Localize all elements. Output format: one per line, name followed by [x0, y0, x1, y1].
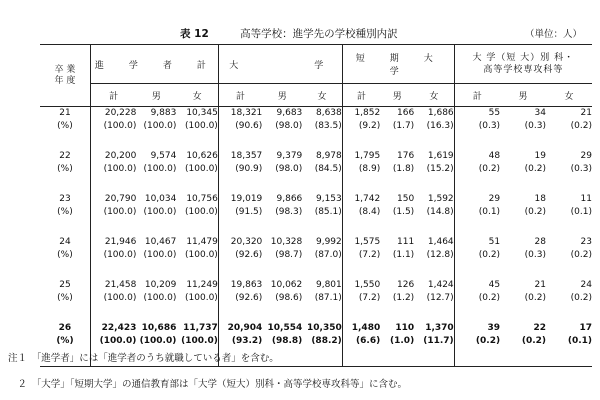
- percent-value: (8.9): [358, 164, 381, 174]
- percent-value: (8.4): [358, 207, 381, 217]
- count-value: 55: [488, 108, 501, 118]
- group-header-total: 進 学 者 計: [90, 45, 218, 84]
- percent-value: (12.8): [426, 250, 454, 260]
- percent-value: (87.0): [314, 250, 342, 260]
- count-value: 28: [534, 237, 546, 247]
- data-cell: [380, 150, 414, 193]
- count-value: 1,686: [427, 108, 454, 118]
- percent-value: (1.0): [390, 336, 415, 346]
- count-value: 1,795: [354, 151, 381, 161]
- sub-header-male: 男: [380, 84, 414, 107]
- data-cell: [342, 150, 380, 193]
- percent-value: (91.5): [235, 207, 263, 217]
- data-cell: [262, 150, 302, 193]
- table-row: [40, 236, 592, 279]
- count-value: 45: [488, 280, 501, 290]
- data-cell: [500, 279, 546, 322]
- percent-value: (84.5): [314, 164, 342, 174]
- percent-value: (1.1): [392, 250, 415, 260]
- percent-value: (0.2): [570, 250, 592, 260]
- count-value: 166: [397, 108, 415, 118]
- count-value: 1,619: [427, 151, 454, 161]
- data-cell: [302, 279, 342, 322]
- percent-value: (100.0): [103, 250, 137, 260]
- percent-value: (12.7): [426, 293, 454, 303]
- data-cell: [546, 193, 592, 236]
- sub-header-male: 男: [136, 84, 176, 107]
- percent-value: (9.2): [358, 121, 381, 131]
- table-row: [40, 279, 592, 322]
- data-cell: [342, 193, 380, 236]
- percent-value: (0.2): [478, 164, 501, 174]
- data-cell: [500, 322, 546, 367]
- count-value: 22,423: [101, 323, 137, 333]
- destination-table: [40, 44, 592, 367]
- percent-value: (15.2): [426, 164, 454, 174]
- data-cell: [262, 236, 302, 279]
- count-value: 18,321: [230, 108, 263, 118]
- count-value: 20,200: [104, 151, 137, 161]
- count-value: 10,350: [307, 323, 342, 333]
- percent-value: (0.1): [567, 336, 592, 346]
- group-header-junior-college: 短 期 大 学: [342, 45, 454, 84]
- count-value: 20,904: [227, 323, 263, 333]
- data-cell: [262, 193, 302, 236]
- group-header-university: 大 学: [218, 45, 342, 84]
- data-cell: [262, 279, 302, 322]
- percent-value: (100.0): [143, 164, 177, 174]
- data-cell: [454, 193, 500, 236]
- note-2: ２ 「大学」「短期大学」の通信教育部は「大学（短大）別科・高等学校専攻科等」に含む。: [8, 379, 408, 390]
- table-body: [40, 107, 592, 367]
- data-cell: [90, 150, 136, 193]
- table-row: [40, 193, 592, 236]
- count-value: 23: [580, 237, 592, 247]
- count-value: 39: [487, 323, 501, 333]
- count-value: 9,379: [276, 151, 303, 161]
- percent-value: (100.0): [185, 250, 218, 260]
- data-cell: [302, 236, 342, 279]
- count-value: 10,345: [186, 108, 218, 118]
- data-cell: [546, 107, 592, 151]
- count-value: 20,228: [104, 108, 137, 118]
- percent-value: (100.0): [139, 336, 177, 346]
- percent-label: (%): [57, 121, 73, 131]
- percent-value: (0.2): [570, 121, 592, 131]
- percent-value: (1.2): [392, 293, 415, 303]
- data-cell: [500, 150, 546, 193]
- data-cell: [454, 107, 500, 151]
- count-value: 1,852: [354, 108, 381, 118]
- count-value: 51: [488, 237, 501, 247]
- data-cell: [454, 279, 500, 322]
- data-cell: [414, 150, 454, 193]
- data-cell: [380, 193, 414, 236]
- count-value: 10,686: [141, 323, 177, 333]
- data-cell: [380, 236, 414, 279]
- percent-value: (100.0): [103, 293, 137, 303]
- percent-value: (0.2): [478, 293, 501, 303]
- count-value: 18: [534, 194, 546, 204]
- percent-value: (1.5): [392, 207, 415, 217]
- table-row: [40, 107, 592, 151]
- percent-value: (85.1): [314, 207, 342, 217]
- data-cell: [342, 279, 380, 322]
- percent-value: (100.0): [103, 164, 137, 174]
- data-cell: [218, 279, 262, 322]
- data-cell: [176, 150, 218, 193]
- percent-value: (14.8): [426, 207, 454, 217]
- data-cell: [546, 279, 592, 322]
- count-value: 17: [579, 323, 592, 333]
- count-value: 9,992: [315, 237, 342, 247]
- data-cell: [380, 322, 414, 367]
- count-value: 10,467: [144, 237, 177, 247]
- percent-value: (98.3): [275, 207, 303, 217]
- count-value: 9,883: [150, 108, 177, 118]
- sub-header-female: 女: [414, 84, 454, 107]
- percent-value: (88.2): [311, 336, 342, 346]
- count-value: 9,153: [315, 194, 342, 204]
- count-value: 1,550: [354, 280, 381, 290]
- data-cell: [500, 193, 546, 236]
- year-value: 22: [59, 151, 71, 161]
- data-cell: [90, 236, 136, 279]
- year-cell: [40, 107, 90, 151]
- sub-header-male: 男: [262, 84, 302, 107]
- count-value: 10,209: [144, 280, 177, 290]
- percent-label: (%): [56, 336, 74, 346]
- data-cell: [218, 236, 262, 279]
- percent-value: (100.0): [103, 207, 137, 217]
- data-cell: [342, 236, 380, 279]
- data-cell: [414, 107, 454, 151]
- percent-value: (98.6): [275, 293, 303, 303]
- data-cell: [414, 236, 454, 279]
- year-cell: [40, 279, 90, 322]
- count-value: 176: [397, 151, 415, 161]
- count-value: 10,062: [270, 280, 303, 290]
- count-value: 19: [534, 151, 546, 161]
- count-value: 9,866: [276, 194, 303, 204]
- percent-value: (100.0): [185, 207, 218, 217]
- percent-value: (0.2): [524, 293, 546, 303]
- percent-value: (6.6): [356, 336, 381, 346]
- percent-label: (%): [57, 207, 73, 217]
- percent-value: (100.0): [99, 336, 137, 346]
- count-value: 21: [534, 280, 546, 290]
- data-cell: [136, 150, 176, 193]
- year-header: 卒 業 年 度: [40, 45, 90, 107]
- data-cell: [414, 322, 454, 367]
- percent-value: (100.0): [143, 250, 177, 260]
- count-value: 10,328: [270, 237, 303, 247]
- percent-value: (98.8): [271, 336, 303, 346]
- count-value: 110: [395, 323, 415, 333]
- data-cell: [414, 193, 454, 236]
- data-cell: [500, 107, 546, 151]
- data-cell: [414, 279, 454, 322]
- header-row-subs: [40, 84, 592, 107]
- data-cell: [546, 322, 592, 367]
- count-value: 18,357: [230, 151, 263, 161]
- percent-value: (0.3): [570, 164, 592, 174]
- year-cell: [40, 193, 90, 236]
- data-cell: [302, 193, 342, 236]
- count-value: 48: [488, 151, 501, 161]
- sub-header-total: 計: [90, 84, 136, 107]
- count-value: 111: [397, 237, 415, 247]
- count-value: 10,554: [267, 323, 303, 333]
- year-cell: [40, 236, 90, 279]
- sub-header-male: 男: [500, 84, 546, 107]
- percent-value: (1.8): [392, 164, 415, 174]
- percent-value: (83.5): [314, 121, 342, 131]
- data-cell: [454, 322, 500, 367]
- percent-value: (100.0): [143, 293, 177, 303]
- table-number: 表 12: [180, 28, 209, 40]
- percent-value: (0.2): [570, 293, 592, 303]
- year-value: 25: [59, 280, 71, 290]
- year-value: 26: [58, 323, 72, 333]
- percent-value: (100.0): [185, 293, 218, 303]
- year-cell: [40, 150, 90, 193]
- count-value: 11,737: [183, 323, 218, 333]
- percent-value: (92.6): [235, 293, 263, 303]
- percent-label: (%): [57, 293, 73, 303]
- percent-value: (100.0): [185, 164, 218, 174]
- sub-header-female: 女: [176, 84, 218, 107]
- count-value: 10,034: [144, 194, 177, 204]
- table-title: [180, 26, 398, 41]
- unit-label: （単位：人）: [524, 29, 582, 40]
- count-value: 20,790: [104, 194, 137, 204]
- note-1: 注１ 「進学者」には「進学者のうち就職している者」を含む。: [8, 353, 279, 364]
- data-cell: [176, 193, 218, 236]
- percent-value: (100.0): [181, 336, 218, 346]
- data-cell: [176, 236, 218, 279]
- sub-header-female: 女: [546, 84, 592, 107]
- data-cell: [176, 279, 218, 322]
- count-value: 9,683: [276, 108, 303, 118]
- count-value: 1,480: [351, 323, 381, 333]
- percent-value: (100.0): [185, 121, 218, 131]
- percent-value: (1.7): [392, 121, 415, 131]
- data-cell: [136, 107, 176, 151]
- sub-header-total: 計: [454, 84, 500, 107]
- data-cell: [218, 107, 262, 151]
- percent-label: (%): [57, 250, 73, 260]
- group-header-other: 大 学（短 大）別 科・ 高等学校専攻科等: [454, 45, 592, 84]
- count-value: 1,575: [354, 237, 381, 247]
- percent-value: (16.3): [426, 121, 454, 131]
- count-value: 29: [488, 194, 501, 204]
- count-value: 21: [580, 108, 592, 118]
- percent-value: (11.7): [423, 336, 454, 346]
- count-value: 1,742: [354, 194, 381, 204]
- percent-value: (100.0): [143, 121, 177, 131]
- count-value: 21,458: [104, 280, 137, 290]
- count-value: 29: [580, 151, 592, 161]
- data-cell: [262, 107, 302, 151]
- data-cell: [302, 107, 342, 151]
- data-cell: [454, 150, 500, 193]
- data-cell: [302, 150, 342, 193]
- data-cell: [546, 150, 592, 193]
- percent-value: (98.0): [275, 121, 303, 131]
- count-value: 11,479: [186, 237, 218, 247]
- data-cell: [90, 193, 136, 236]
- table-caption: 高等学校：進学先の学校種別内訳: [240, 28, 398, 40]
- data-cell: [218, 150, 262, 193]
- percent-value: (98.0): [275, 164, 303, 174]
- data-cell: [500, 236, 546, 279]
- percent-value: (93.2): [231, 336, 263, 346]
- data-cell: [136, 193, 176, 236]
- data-cell: [454, 236, 500, 279]
- count-value: 1,464: [427, 237, 454, 247]
- count-value: 126: [397, 280, 415, 290]
- data-cell: [136, 279, 176, 322]
- year-value: 23: [59, 194, 71, 204]
- percent-value: (0.1): [570, 207, 592, 217]
- count-value: 34: [534, 108, 546, 118]
- percent-value: (0.1): [478, 207, 501, 217]
- data-cell: [218, 193, 262, 236]
- count-value: 8,638: [315, 108, 342, 118]
- percent-value: (90.6): [235, 121, 263, 131]
- data-cell: [136, 236, 176, 279]
- count-value: 24: [580, 280, 592, 290]
- count-value: 1,424: [427, 280, 454, 290]
- header-row-groups: [40, 45, 592, 84]
- percent-value: (0.2): [478, 250, 501, 260]
- count-value: 11,249: [186, 280, 218, 290]
- percent-value: (7.2): [358, 250, 381, 260]
- percent-value: (0.3): [478, 121, 501, 131]
- count-value: 1,592: [427, 194, 454, 204]
- percent-value: (100.0): [143, 207, 177, 217]
- count-value: 22: [533, 323, 546, 333]
- percent-value: (100.0): [103, 121, 137, 131]
- count-value: 19,019: [230, 194, 263, 204]
- data-cell: [90, 279, 136, 322]
- percent-value: (0.2): [524, 164, 546, 174]
- data-cell: [342, 322, 380, 367]
- sub-header-total: 計: [342, 84, 380, 107]
- count-value: 19,863: [230, 280, 263, 290]
- percent-value: (0.2): [524, 207, 546, 217]
- count-value: 10,626: [186, 151, 218, 161]
- data-cell: [380, 279, 414, 322]
- data-cell: [176, 107, 218, 151]
- sub-header-female: 女: [302, 84, 342, 107]
- percent-value: (7.2): [358, 293, 381, 303]
- year-value: 24: [59, 237, 71, 247]
- count-value: 11: [580, 194, 592, 204]
- count-value: 9,801: [315, 280, 342, 290]
- data-cell: [90, 107, 136, 151]
- count-value: 21,946: [104, 237, 137, 247]
- count-value: 10,756: [186, 194, 218, 204]
- count-value: 150: [397, 194, 415, 204]
- percent-value: (0.2): [521, 336, 546, 346]
- percent-value: (0.3): [524, 121, 546, 131]
- count-value: 20,320: [230, 237, 263, 247]
- percent-value: (98.7): [275, 250, 303, 260]
- percent-value: (0.3): [524, 250, 546, 260]
- data-cell: [546, 236, 592, 279]
- count-value: 9,574: [150, 151, 177, 161]
- table-row: [40, 150, 592, 193]
- percent-value: (90.9): [235, 164, 263, 174]
- sub-header-total: 計: [218, 84, 262, 107]
- count-value: 1,370: [425, 323, 454, 333]
- percent-value: (92.6): [235, 250, 263, 260]
- percent-value: (0.2): [475, 336, 501, 346]
- percent-label: (%): [57, 164, 73, 174]
- data-cell: [302, 322, 342, 367]
- data-cell: [380, 107, 414, 151]
- percent-value: (87.1): [314, 293, 342, 303]
- data-cell: [342, 107, 380, 151]
- count-value: 8,978: [315, 151, 342, 161]
- year-value: 21: [59, 108, 71, 118]
